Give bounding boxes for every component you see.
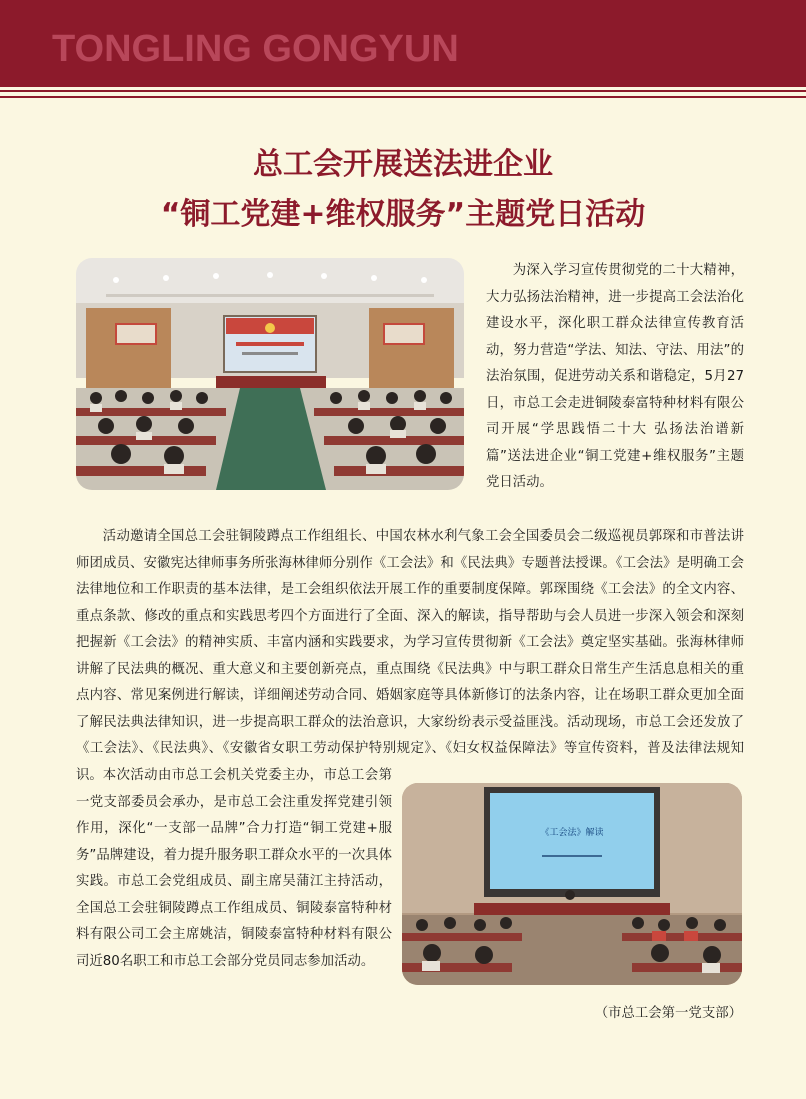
lecture-slide-title: 《工会法》解读 bbox=[540, 828, 604, 838]
paragraph-organizer: 本次活动由市总工会机关党委主办，市总工会第一党支部委员会承办，是市总工会注重发挥党建引领作用，深化“一支部一品牌”合力打造“铜工党建+服务”品牌建设，着力提升服务职工群众水平的一次具体实践。市总工会党组成员、副主席吴蒲江主持活动，全国总工会驻铜陵蹲点工作组成员、铜陵泰富特种材料有限公司工会主席姚洁，铜陵泰富特种材料有限公司近80名职工和市总工会部分党员同志参加活动。 bbox=[76, 768, 392, 969]
header-rule-bottom bbox=[0, 96, 806, 98]
paragraph-intro: 为深入学习宣传贯彻党的二十大精神，大力弘扬法治精神，进一步提高工会法治化建设水平，深化职工群众法律宣传教育活动，努力营造“学法、知法、守法、用法”的法治氛围，促进劳动关系和谐稳定，5月27日，市总工会走进铜陵泰富特种材料有限公司开展“学思践悟二十大 弘扬法治谱新篇”送法进企业“铜工党建+维权服务”主题党日活动。 bbox=[486, 263, 744, 490]
article-title-line1: 总工会开展送法进企业 bbox=[253, 147, 553, 182]
paragraph-lecture: 活动邀请全国总工会驻铜陵蹲点工作组组长、中国农林水利气象工会全国委员会二级巡视员郭琛和市普法讲师团成员、安徽宪达律师事务所张海林律师分别作《工会法》和《民法典》专题普法授课。《工会法》是明确工会法律地位和工作职责的基本法律，是工会组织依法开展工作的重要制度保障。郭琛围绕《工会法》的全文内容、重点条款、修改的重点和实践思考四个方面进行了全面、深入的解读，指导帮助与会人员进一步深入领会和深刻把握新《工会法》的精神实质、丰富内涵和实践要求，为学习宣传贯彻新《工会法》奠定坚实基础。张海林律师讲解了民法典的概况、重大意义和主要创新亮点，重点围绕《民法典》中与职工群众日常生产生活息息相关的重点内容、常见案例进行解读，详细阐述劳动合同、婚姻家庭等具体新修订的法条内容，让在场职工群众更加全面了解民法典法律知识，进一步提高职工群众的法治意识，大家纷纷表示受益匪浅。活动现场，市总工会还发放了《工会法》、《民法典》、《安徽省女职工劳动保护特别规定》、《妇女权益保障法》等宣传资料，普及法律法规知识。 bbox=[76, 529, 744, 783]
author-signature: （市总工会第一党支部） bbox=[594, 1006, 742, 1021]
event-photo-audience bbox=[76, 258, 464, 490]
event-photo-lecture-screen bbox=[402, 783, 742, 985]
header-rule-top bbox=[0, 90, 806, 92]
header-banner-text: TONGLING GONGYUN bbox=[52, 28, 459, 70]
article-title-line2: “铜工党建+维权服务”主题党日活动 bbox=[160, 197, 646, 232]
